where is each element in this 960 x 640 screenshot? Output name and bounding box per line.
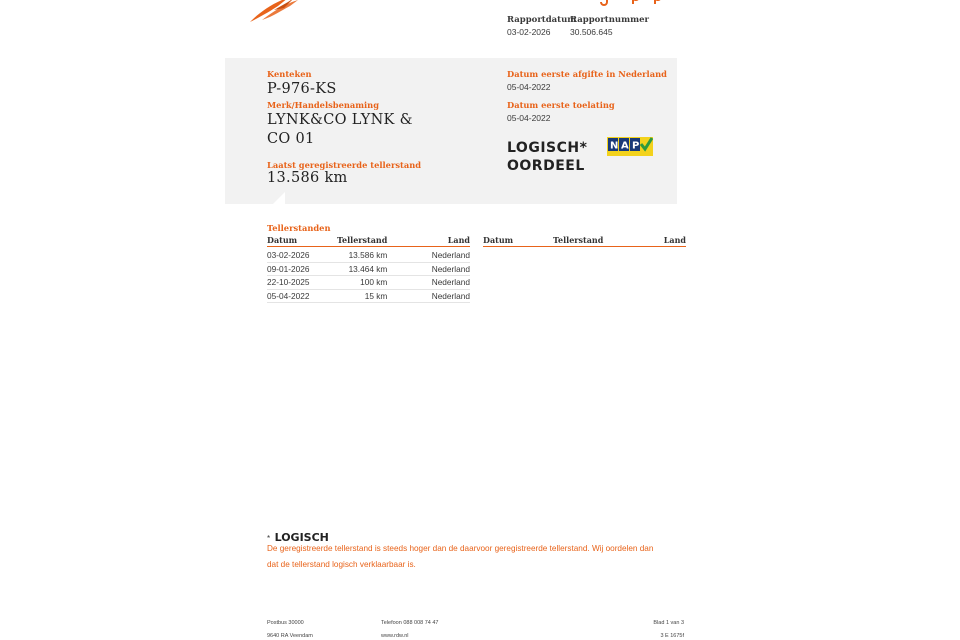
- footnote-title: LOGISCH: [274, 531, 329, 544]
- page-heading-fragment: [505, 0, 675, 6]
- make-label: Merk/Handelsbenaming: [267, 100, 380, 110]
- verdict-line1: LOGISCH*: [507, 140, 588, 156]
- col-country: Land: [387, 235, 470, 247]
- first-admission-label: Datum eerste toelating: [507, 100, 615, 110]
- reading-km: 13.464 km: [337, 262, 387, 276]
- footnote-text: De geregistreerde tellerstand is steeds hoger dan de daarvoor geregistreerde tellerstand. Wij oordelen dan dat de tellerstand logisch verklaarbaar is.: [267, 544, 654, 569]
- make-value-line1: LYNK&CO LYNK &: [267, 112, 413, 128]
- col-date-2: Datum: [483, 235, 553, 247]
- plate-value: P-976-KS: [267, 81, 337, 97]
- plate-label: Kenteken: [267, 69, 312, 79]
- svg-text:P: P: [632, 140, 640, 152]
- reading-country: Nederland: [387, 262, 470, 276]
- footer-postbus: Postbus 30000: [267, 620, 304, 626]
- verdict-line2: OORDEEL: [507, 158, 585, 174]
- footer-phone: Telefoon 088 008 74 47: [381, 620, 439, 626]
- table-row: [267, 262, 470, 276]
- reading-km: 100 km: [337, 276, 387, 290]
- table-row: [267, 276, 470, 290]
- reading-date: 22-10-2025: [267, 276, 337, 290]
- reading-country: Nederland: [387, 276, 470, 290]
- report-number: 30.506.645: [570, 27, 613, 37]
- reading-country: Nederland: [387, 289, 470, 303]
- reading-country: Nederland: [387, 249, 470, 262]
- readings-table-continued: [483, 235, 686, 247]
- readings-title: Tellerstanden: [267, 223, 331, 233]
- report-date-label: Rapportdatum: [507, 15, 577, 25]
- col-date: Datum: [267, 235, 337, 247]
- reading-km: 13.586 km: [337, 249, 387, 262]
- svg-text:N: N: [610, 140, 619, 152]
- last-odometer-value: 13.586 km: [267, 170, 348, 186]
- footer-doc-code: 3 E 1675f: [660, 633, 684, 639]
- footnote-star: *: [267, 534, 271, 543]
- reading-km: 15 km: [337, 289, 387, 303]
- col-odometer: Tellerstand: [337, 235, 388, 245]
- footer-website-link[interactable]: www.rdw.nl: [381, 633, 409, 639]
- make-value-line2: CO 01: [267, 131, 315, 147]
- col-odometer-2: Tellerstand: [553, 235, 604, 245]
- table-row: [267, 249, 470, 262]
- report-number-label: Rapportnummer: [570, 15, 649, 25]
- first-admission-value: 05-04-2022: [507, 113, 551, 123]
- report-date: 03-02-2026: [507, 27, 551, 37]
- reading-date: 05-04-2022: [267, 289, 337, 303]
- footer-city: 9640 RA Veendam: [267, 633, 313, 639]
- nap-logo-icon: [607, 137, 653, 156]
- first-registration-nl-label: Datum eerste afgifte in Nederland: [507, 69, 667, 79]
- last-odometer-label: Laatst geregistreerde tellerstand: [267, 160, 422, 170]
- svg-text:A: A: [621, 140, 629, 152]
- rdw-logo: [248, 0, 312, 24]
- readings-table: [267, 235, 470, 303]
- col-country-2: Land: [603, 235, 686, 247]
- footer-page-number: Blad 1 van 3: [653, 620, 684, 626]
- panel-notch: [225, 192, 285, 204]
- reading-date: 09-01-2026: [267, 262, 337, 276]
- reading-date: 03-02-2026: [267, 249, 337, 262]
- table-row: [267, 289, 470, 303]
- first-registration-nl-value: 05-04-2022: [507, 82, 551, 92]
